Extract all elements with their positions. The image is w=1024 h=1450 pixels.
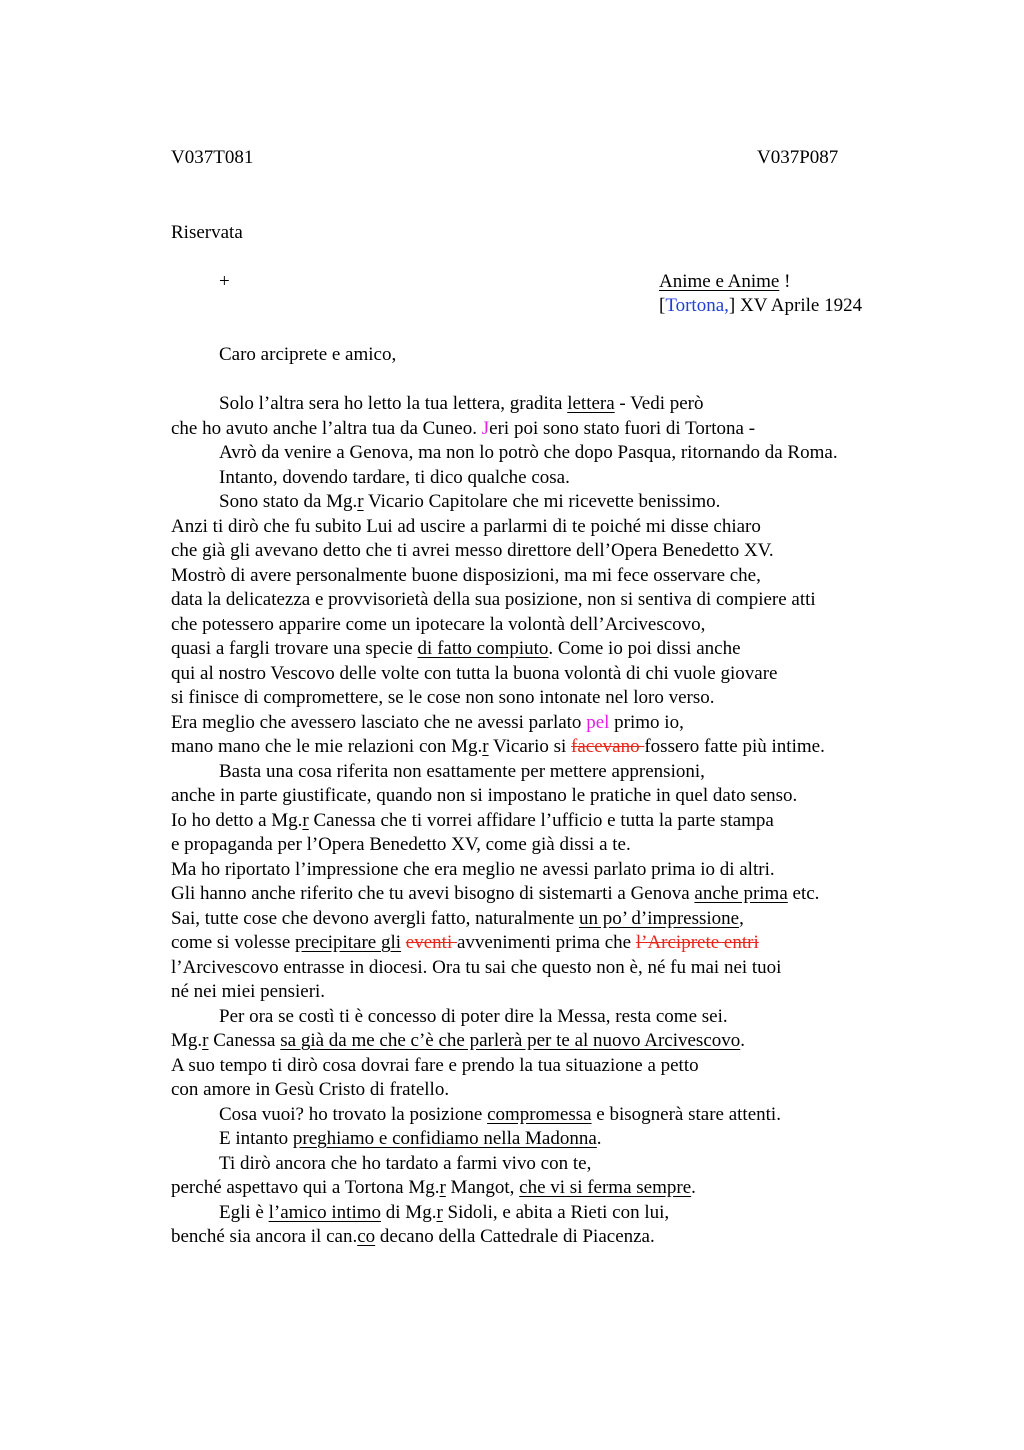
body-line: Egli è l’amico intimo di Mg.r Sidoli, e abita a Rieti con lui, (219, 1201, 670, 1223)
motto (659, 270, 790, 294)
body-line: Solo l’altra sera ho letto la tua lettera, gradita lettera - Vedi però (219, 393, 704, 414)
dateline (659, 294, 862, 318)
body-line: Era meglio che avessero lasciato che ne avessi parlato pel primo io, (171, 711, 684, 733)
body-line: Per ora se costì ti è concesso di poter dire la Messa, resta come sei. (219, 1005, 728, 1027)
dateline-bracket-open: [ (659, 295, 666, 316)
body-line: che già gli avevano detto che ti avrei messo direttore dell’Opera Benedetto XV. (171, 540, 774, 561)
body-line: E intanto preghiamo e confidiamo nella Madonna. (219, 1128, 602, 1149)
body-line: A suo tempo ti dirò cosa dovrai fare e prendo la tua situazione a petto (171, 1054, 699, 1076)
body-line: Mg.r Canessa sa già da me che c’è che parlerà per te al nuovo Arcivescovo. (171, 1030, 745, 1051)
body-line: Avrò da venire a Genova, ma non lo potrò che dopo Pasqua, ritornando da Roma. (219, 442, 838, 463)
cross-symbol: + (219, 271, 230, 292)
body-line: Basta una cosa riferita non esattamente per mettere apprensioni, (219, 760, 705, 782)
body-line: si finisce di compromettere, se le cose non sono intonate nel loro verso. (171, 687, 715, 708)
body-line: Sono stato da Mg.r Vicario Capitolare che mi ricevette benissimo. (219, 491, 721, 512)
body-line: Ma ho riportato l’impressione che era meglio ne avessi parlato prima io di altri. (171, 858, 775, 880)
body-line: con amore in Gesù Cristo di fratello. (171, 1079, 450, 1100)
body-line: Mostrò di avere personalmente buone disposizioni, ma mi fece osservare che, (171, 564, 761, 586)
body-line: Sai, tutte cose che devono avergli fatto, naturalmente un po’ d’impressione, (171, 907, 744, 929)
body-line: Anzi ti dirò che fu subito Lui ad uscire a parlarmi di te poiché mi disse chiaro (171, 515, 761, 537)
document-code-right: V037P087 (757, 147, 839, 168)
letter-body (171, 392, 838, 1250)
body-line: Cosa vuoi? ho trovato la posizione compromessa e bisognerà stare attenti. (219, 1103, 781, 1125)
body-line: mano mano che le mie relazioni con Mg.r Vicario si facevano fossero fatte più intime. (171, 736, 825, 757)
body-line: e propaganda per l’Opera Benedetto XV, come già dissi a te. (171, 834, 631, 855)
classification-label: Riservata (171, 222, 243, 243)
dateline-place: Tortona, (665, 295, 729, 316)
motto-underlined: Anime e Anime (659, 271, 780, 292)
body-line: anche in parte giustificate, quando non si impostano le pratiche in quel dato senso. (171, 785, 798, 806)
document-code-left: V037T081 (171, 147, 254, 168)
body-line: che potessero apparire come un ipotecare la volontà dell’Arcivescovo, (171, 613, 706, 635)
body-line: Io ho detto a Mg.r Canessa che ti vorrei affidare l’ufficio e tutta la parte stampa (171, 809, 774, 831)
body-line: che ho avuto anche l’altra tua da Cuneo. Jeri poi sono stato fuori di Tortona - (171, 417, 756, 439)
body-line: data la delicatezza e provvisorietà della sua posizione, non si sentiva di compiere atti (171, 589, 816, 610)
body-line: Intanto, dovendo tardare, ti dico qualche cosa. (219, 466, 570, 488)
body-line: quasi a fargli trovare una specie di fatto compiuto. Come io poi dissi anche (171, 638, 741, 659)
body-line: né nei miei pensieri. (171, 981, 326, 1002)
salutation: Caro arciprete e amico, (219, 344, 397, 365)
body-line: benché sia ancora il can.co decano della Cattedrale di Piacenza. (171, 1226, 655, 1247)
body-line: Ti dirò ancora che ho tardato a farmi vivo con te, (219, 1152, 592, 1174)
body-line: come si volesse precipitare gli eventi avvenimenti prima che l’Arciprete entri (171, 932, 759, 953)
body-line: perché aspettavo qui a Tortona Mg.r Mangot, che vi si ferma sempre. (171, 1177, 696, 1198)
body-line: l’Arcivescovo entrasse in diocesi. Ora tu sai che questo non è, né fu mai nei tuoi (171, 956, 782, 978)
body-line: Gli hanno anche riferito che tu avevi bisogno di sistemarti a Genova anche prima etc. (171, 883, 820, 904)
dateline-date: ] XV Aprile 1924 (728, 295, 863, 316)
motto-suffix: ! (779, 271, 791, 292)
body-line: qui al nostro Vescovo delle volte con tutta la buona volontà di chi vuole giovare (171, 662, 778, 684)
